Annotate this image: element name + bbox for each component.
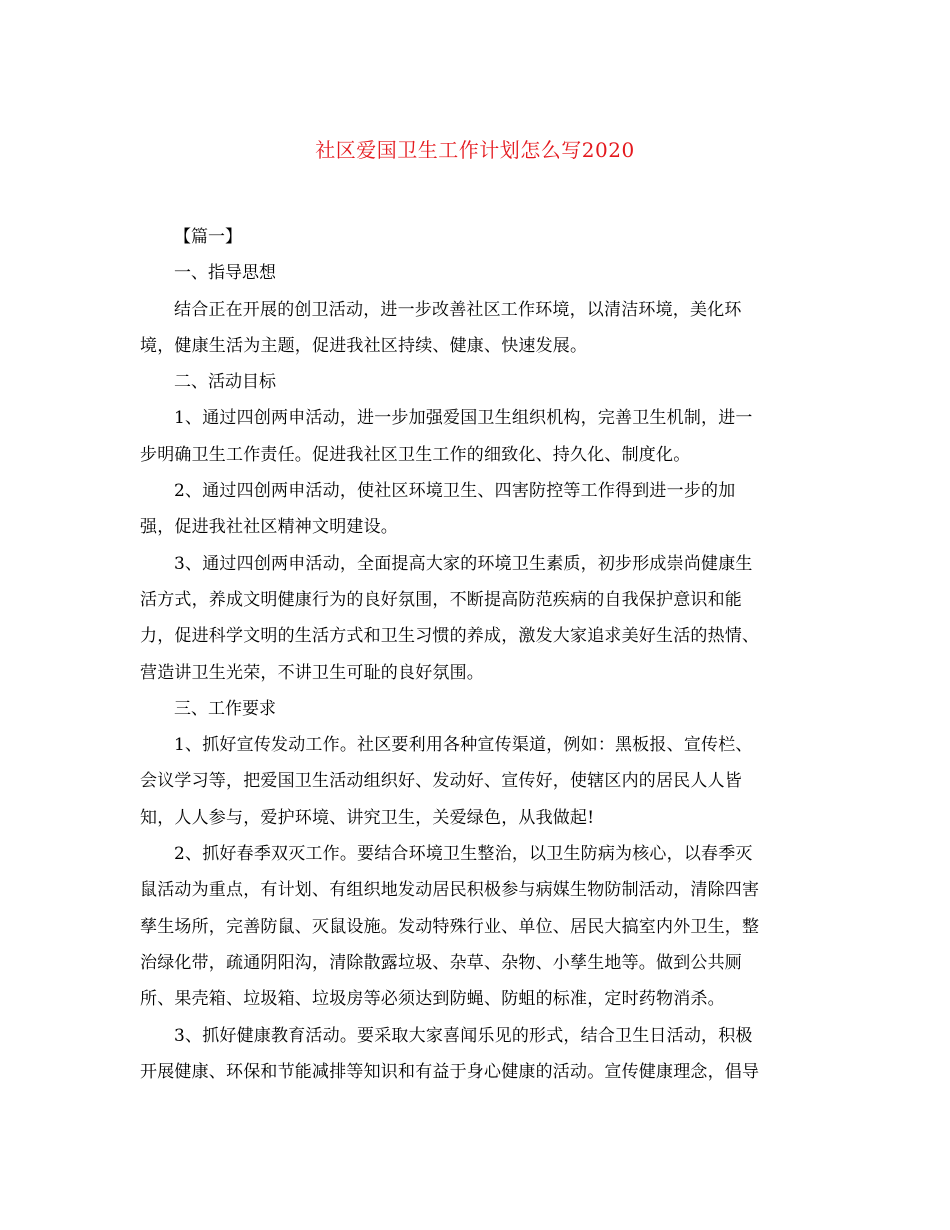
text-line: 开展健康、环保和节能减排等知识和有益于身心健康的活动。宣传健康理念，倡导 <box>140 1061 760 1082</box>
text-line: 2、抓好春季双灭工作。要结合环境卫生整治，以卫生防病为核心，以春季灭 <box>174 844 753 865</box>
text-line: 营造讲卫生光荣，不讲卫生可耻的良好氛围。 <box>140 662 484 683</box>
text-line: 知，人人参与，爱护环境、讲究卫生，关爱绿色，从我做起! <box>140 807 595 828</box>
heading-guiding-ideology: 一、指导思想 <box>174 263 276 284</box>
document-title: 社区爱国卫生工作计划怎么写2020 <box>315 138 635 162</box>
paragraph-goal-1 <box>140 400 810 473</box>
text-line: 步明确卫生工作责任。促进我社区卫生工作的细致化、持久化、制度化。 <box>140 444 691 465</box>
text-line: 2、通过四创两申活动，使社区环境卫生、四害防控等工作得到进一步的加 <box>174 481 736 502</box>
text-line: 活方式，养成文明健康行为的良好氛围，不断提高防范疾病的自我保护意识和能 <box>140 589 742 610</box>
text-line: 结合正在开展的创卫活动，进一步改善社区工作环境，以清洁环境，美化环 <box>174 299 742 320</box>
text-line: 鼠活动为重点，有计划、有组织地发动居民积极参与病媒生物防制活动，清除四害 <box>140 880 760 901</box>
document-body <box>140 219 810 1090</box>
text-line: 境，健康生活为主题，促进我社区持续、健康、快速发展。 <box>140 335 588 356</box>
text-line: 强，促进我社社区精神文明建设。 <box>140 517 398 538</box>
paragraph-requirement-2 <box>140 836 810 1017</box>
text-line: 治绿化带，疏通阴阳沟，清除散露垃圾、杂草、杂物、小孳生地等。做到公共厕 <box>140 952 742 973</box>
text-line: 1、通过四创两申活动，进一步加强爱国卫生组织机构，完善卫生机制，进一 <box>174 408 753 429</box>
paragraph-goal-2 <box>140 473 810 546</box>
text-line: 1、抓好宣传发动工作。社区要利用各种宣传渠道，例如：黑板报、宣传栏、 <box>174 735 753 756</box>
section-label: 【篇一】 <box>174 227 242 247</box>
heading-activity-goals: 二、活动目标 <box>174 372 276 393</box>
paragraph-requirement-3 <box>140 1018 810 1091</box>
text-line: 孳生场所，完善防鼠、灭鼠设施。发动特殊行业、单位、居民大搞室内外卫生，整 <box>140 916 760 937</box>
text-line: 3、抓好健康教育活动。要采取大家喜闻乐见的形式，结合卫生日活动，积极 <box>174 1025 753 1046</box>
paragraph-requirement-1 <box>140 727 810 836</box>
text-line: 力，促进科学文明的生活方式和卫生习惯的养成，激发大家追求美好生活的热情、 <box>140 626 760 647</box>
text-line: 会议学习等，把爱国卫生活动组织好、发动好、宣传好，使辖区内的居民人人皆 <box>140 771 742 792</box>
paragraph-guiding-ideology <box>140 292 810 365</box>
heading-work-requirements: 三、工作要求 <box>174 698 276 719</box>
text-line: 所、果壳箱、垃圾箱、垃圾房等必须达到防蝇、防蛆的标准，定时药物消杀。 <box>140 989 725 1010</box>
paragraph-goal-3 <box>140 546 810 691</box>
text-line: 3、通过四创两申活动，全面提高大家的环境卫生素质，初步形成崇尚健康生 <box>174 553 753 574</box>
